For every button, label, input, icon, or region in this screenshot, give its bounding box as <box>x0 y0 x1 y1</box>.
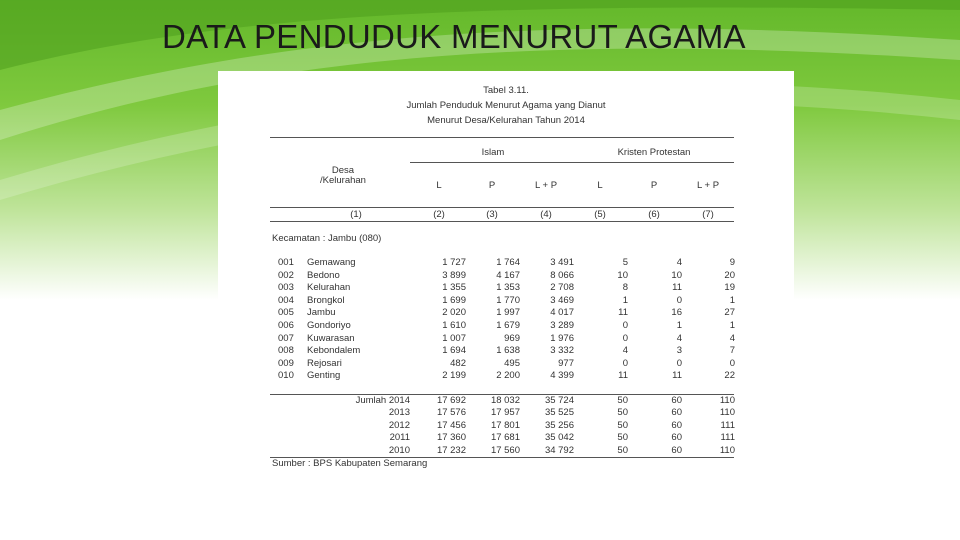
total-value: 110 <box>719 444 735 456</box>
column-number: (6) <box>648 209 660 220</box>
row-value: 3 332 <box>550 345 574 357</box>
row-value: 20 <box>724 269 735 281</box>
row-value: 1 <box>729 294 735 306</box>
row-value: 5 <box>622 257 628 268</box>
row-value: 1 679 <box>496 320 520 331</box>
row-code: 006 <box>278 320 294 331</box>
row-value: 4 399 <box>550 370 574 382</box>
total-value: 34 792 <box>544 444 574 456</box>
row-name: Bedono <box>307 269 340 281</box>
total-value: 17 360 <box>436 432 466 444</box>
row-code: 005 <box>278 307 294 319</box>
row-value: 977 <box>558 357 574 369</box>
row-value: 2 708 <box>550 282 574 294</box>
table-top-rule <box>270 137 734 138</box>
row-value: 3 469 <box>550 294 574 306</box>
total-value: 60 <box>671 395 682 406</box>
total-value: 17 576 <box>436 407 466 419</box>
row-value: 969 <box>504 332 520 344</box>
row-value: 1 <box>622 294 628 306</box>
table-source: Sumber : BPS Kabupaten Semarang <box>272 458 428 469</box>
row-value: 0 <box>622 357 628 369</box>
row-value: 11 <box>618 370 628 382</box>
row-value: 22 <box>724 370 735 382</box>
row-value: 1 353 <box>496 282 520 294</box>
group-header-islam: Islam <box>481 147 505 158</box>
row-code: 007 <box>278 332 294 344</box>
total-value: 60 <box>671 432 682 444</box>
row-name: Kuwarasan <box>307 332 355 344</box>
total-label: Jumlah 2014 <box>355 395 410 406</box>
row-value: 4 <box>676 332 682 344</box>
total-value: 35 042 <box>544 432 574 444</box>
sub-header: P <box>650 180 658 191</box>
row-value: 0 <box>676 357 682 369</box>
row-value: 8 <box>622 282 628 294</box>
total-value: 17 957 <box>490 407 520 419</box>
total-value: 111 <box>720 419 735 431</box>
row-value: 7 <box>729 345 735 357</box>
subheader-rule <box>270 207 734 208</box>
row-name: Rejosari <box>307 357 342 369</box>
row-code: 003 <box>278 282 294 294</box>
total-value: 17 456 <box>436 419 466 431</box>
row-value: 2 200 <box>496 370 520 382</box>
total-label: 2012 <box>388 419 410 431</box>
row-value: 1 694 <box>442 345 466 357</box>
row-value: 1 355 <box>442 282 466 294</box>
sub-header: L + P <box>696 180 720 191</box>
sub-header: P <box>488 180 496 191</box>
row-value: 3 289 <box>550 320 574 331</box>
row-value: 4 167 <box>496 269 520 281</box>
row-value: 1 699 <box>442 294 466 306</box>
total-value: 110 <box>719 407 735 419</box>
row-value: 2 199 <box>442 370 466 382</box>
row-value: 495 <box>504 357 520 369</box>
total-value: 17 692 <box>436 395 466 406</box>
row-value: 4 <box>676 257 682 268</box>
total-label: 2010 <box>388 444 410 456</box>
col-desa-header-2: /Kelurahan <box>320 175 366 186</box>
row-name: Gemawang <box>307 257 356 268</box>
group-header-rule <box>410 162 734 163</box>
total-value: 60 <box>671 444 682 456</box>
table-caption-line2: Menurut Desa/Kelurahan Tahun 2014 <box>427 115 585 126</box>
row-value: 1 997 <box>496 307 520 319</box>
row-value: 0 <box>622 320 628 331</box>
row-value: 1 764 <box>496 257 520 268</box>
table-document-image <box>218 71 794 471</box>
sub-header: L + P <box>534 180 558 191</box>
total-value: 35 525 <box>544 407 574 419</box>
row-value: 1 <box>729 320 735 331</box>
total-value: 110 <box>719 395 735 406</box>
row-value: 1 610 <box>442 320 466 331</box>
total-value: 50 <box>617 407 628 419</box>
row-value: 0 <box>729 357 735 369</box>
row-value: 1 007 <box>442 332 466 344</box>
colnum-rule <box>270 221 734 222</box>
kecamatan-label: Kecamatan : Jambu (080) <box>272 233 382 244</box>
total-value: 17 801 <box>490 419 520 431</box>
row-value: 0 <box>676 294 682 306</box>
column-number: (7) <box>702 209 714 220</box>
row-name: Brongkol <box>307 294 345 306</box>
row-code: 010 <box>278 370 294 382</box>
row-value: 4 017 <box>550 307 574 319</box>
row-value: 2 020 <box>442 307 466 319</box>
column-number: (1) <box>350 209 362 220</box>
row-value: 10 <box>617 269 628 281</box>
slide-title: DATA PENDUDUK MENURUT AGAMA <box>162 18 746 55</box>
row-value: 27 <box>724 307 735 319</box>
row-value: 11 <box>618 307 628 319</box>
total-value: 18 032 <box>490 395 520 406</box>
row-code: 008 <box>278 345 294 357</box>
total-value: 50 <box>617 419 628 431</box>
row-value: 8 066 <box>550 269 574 281</box>
row-value: 1 <box>676 320 682 331</box>
row-value: 9 <box>729 257 735 268</box>
sub-header: L <box>597 180 603 191</box>
row-value: 11 <box>672 282 682 294</box>
column-number: (4) <box>540 209 552 220</box>
total-value: 17 232 <box>436 444 466 456</box>
row-value: 16 <box>671 307 682 319</box>
row-value: 1 976 <box>550 332 574 344</box>
row-name: Kelurahan <box>307 282 351 294</box>
row-code: 002 <box>278 269 294 281</box>
total-label: 2011 <box>389 432 410 444</box>
row-value: 482 <box>450 357 466 369</box>
row-value: 4 <box>622 345 628 357</box>
total-label: 2013 <box>388 407 410 419</box>
row-value: 4 <box>729 332 735 344</box>
total-value: 50 <box>617 444 628 456</box>
column-number: (5) <box>594 209 606 220</box>
row-name: Genting <box>307 370 341 382</box>
total-value: 35 256 <box>544 419 574 431</box>
total-value: 35 724 <box>544 395 574 406</box>
total-value: 17 681 <box>490 432 520 444</box>
total-value: 60 <box>671 407 682 419</box>
table-number: Tabel 3.11. <box>483 85 529 96</box>
row-value: 3 <box>676 345 682 357</box>
row-value: 19 <box>724 282 735 294</box>
row-value: 0 <box>622 332 628 344</box>
row-value: 1 770 <box>496 294 520 306</box>
row-value: 10 <box>671 269 682 281</box>
total-value: 17 560 <box>490 444 520 456</box>
row-code: 004 <box>278 294 294 306</box>
table-caption-line1: Jumlah Penduduk Menurut Agama yang Dianut <box>406 100 606 111</box>
row-name: Gondoriyo <box>307 320 351 331</box>
row-name: Kebondalem <box>307 345 361 357</box>
group-header-kristen: Kristen Protestan <box>617 147 691 158</box>
row-code: 009 <box>278 357 294 369</box>
row-code: 001 <box>278 257 294 268</box>
row-value: 11 <box>672 370 682 382</box>
row-value: 3 899 <box>442 269 466 281</box>
column-number: (3) <box>486 209 498 220</box>
column-number: (2) <box>433 209 445 220</box>
total-value: 50 <box>617 395 628 406</box>
sub-header: L <box>436 180 442 191</box>
row-value: 3 491 <box>550 257 574 268</box>
total-value: 60 <box>671 419 682 431</box>
row-value: 1 727 <box>442 257 466 268</box>
total-value: 50 <box>617 432 628 444</box>
row-name: Jambu <box>307 307 336 319</box>
col-desa-header-1: Desa <box>331 165 355 176</box>
total-value: 111 <box>720 432 735 444</box>
row-value: 1 638 <box>496 345 520 357</box>
